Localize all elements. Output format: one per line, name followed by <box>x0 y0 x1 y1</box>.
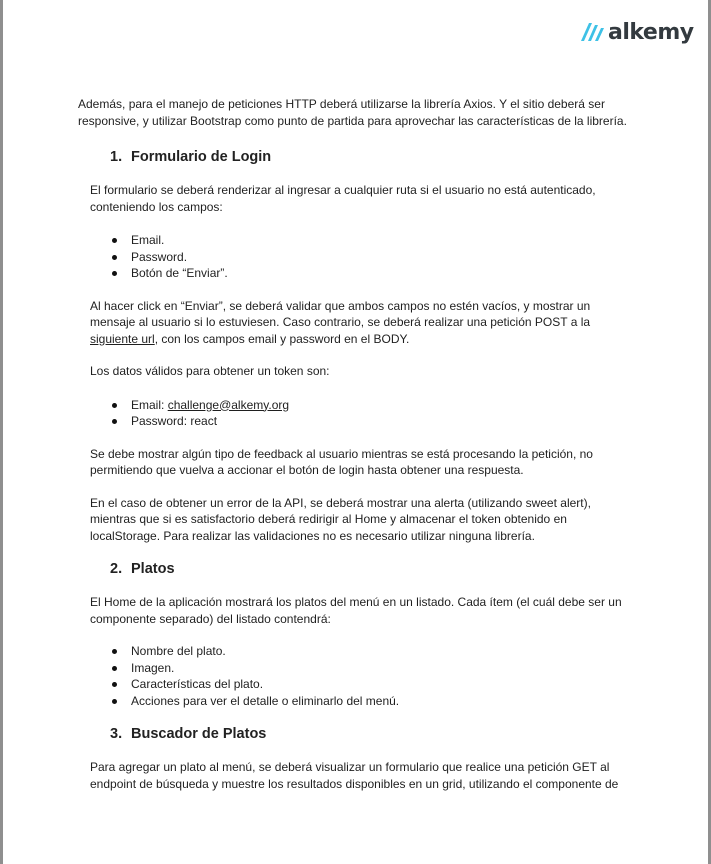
section-1-number: 1. <box>110 149 123 165</box>
section-2-paragraph-1: El Home de la aplicación mostrará los platos del menú en un listado. Cada ítem (el cuál debe ser un componente separado) del listado contendrá: <box>90 595 622 626</box>
section-3-heading <box>110 726 638 742</box>
siguiente-url-link[interactable]: siguiente url <box>90 331 155 346</box>
list-item: Imagen. <box>111 660 638 677</box>
section-2-number: 2. <box>110 561 123 577</box>
section-1-title: Formulario de Login <box>131 149 272 165</box>
alkemy-logo-text: alkemy <box>608 19 694 45</box>
list-item: Email. <box>111 232 638 249</box>
section-3-paragraph-1: Para agregar un plato al menú, se deberá visualizar un formulario que realice una petición GET al endpoint de búsqueda y muestre los resultados disponibles en un grid, utilizando el componente de <box>90 760 619 791</box>
section-1-paragraph-5: En el caso de obtener un error de la API, se deberá mostrar una alerta (utilizando sweet alert), mientras que si es satisfactorio deberá redirigir al Home y almacenar el token obtenido en localStorage. Para realizar las validaciones no es necesario utilizar ninguna librería. <box>90 495 591 543</box>
list-item: Password: react <box>111 413 638 430</box>
section-3-number: 3. <box>110 726 123 742</box>
section-1-paragraph-1: El formulario se deberá renderizar al ingresar a cualquier ruta si el usuario no está autenticado, conteniendo los campos: <box>90 183 596 214</box>
list-item: Acciones para ver el detalle o eliminarlo del menú. <box>111 693 638 710</box>
section-1-heading <box>110 149 638 165</box>
credential-label: Email: <box>131 397 168 412</box>
section-1-paragraph-4: Se debe mostrar algún tipo de feedback al usuario mientras se está procesando la petición, no permitiendo que vuelva a accionar el botón de login hasta obtener una respuesta. <box>90 446 593 477</box>
list-item: Botón de “Enviar”. <box>111 265 638 282</box>
section-2-title: Platos <box>131 561 175 577</box>
list-item: Password. <box>111 249 638 266</box>
section-1-paragraph-2 <box>90 298 625 348</box>
email-link[interactable]: challenge@alkemy.org <box>167 397 290 412</box>
section-1-paragraph-3: Los datos válidos para obtener un token son: <box>90 364 330 378</box>
paragraph-text: , con los campos email y password en el BODY. <box>154 331 410 346</box>
login-fields-list <box>111 232 638 282</box>
credentials-list <box>111 397 638 430</box>
alkemy-logo-icon <box>579 21 605 43</box>
paragraph-text: Al hacer click en “Enviar”, se deberá validar que ambos campos no estén vacíos, y mostrar un mensaje al usuario si lo estuviesen. Caso contrario, se deberá realizar una petición POST a la <box>90 298 591 329</box>
platos-items-list <box>111 643 638 709</box>
list-item: Nombre del plato. <box>111 643 638 660</box>
intro-paragraph: Además, para el manejo de peticiones HTTP deberá utilizarse la librería Axios. Y el sitio deberá ser responsive, y utilizar Bootstrap como punto de partida para aprovechar las características de la librería. <box>78 97 627 128</box>
list-item <box>111 397 638 414</box>
alkemy-logo <box>579 18 694 46</box>
document-content <box>78 96 638 792</box>
section-2-heading <box>110 561 638 577</box>
list-item: Características del plato. <box>111 676 638 693</box>
section-3-title: Buscador de Platos <box>131 726 267 742</box>
